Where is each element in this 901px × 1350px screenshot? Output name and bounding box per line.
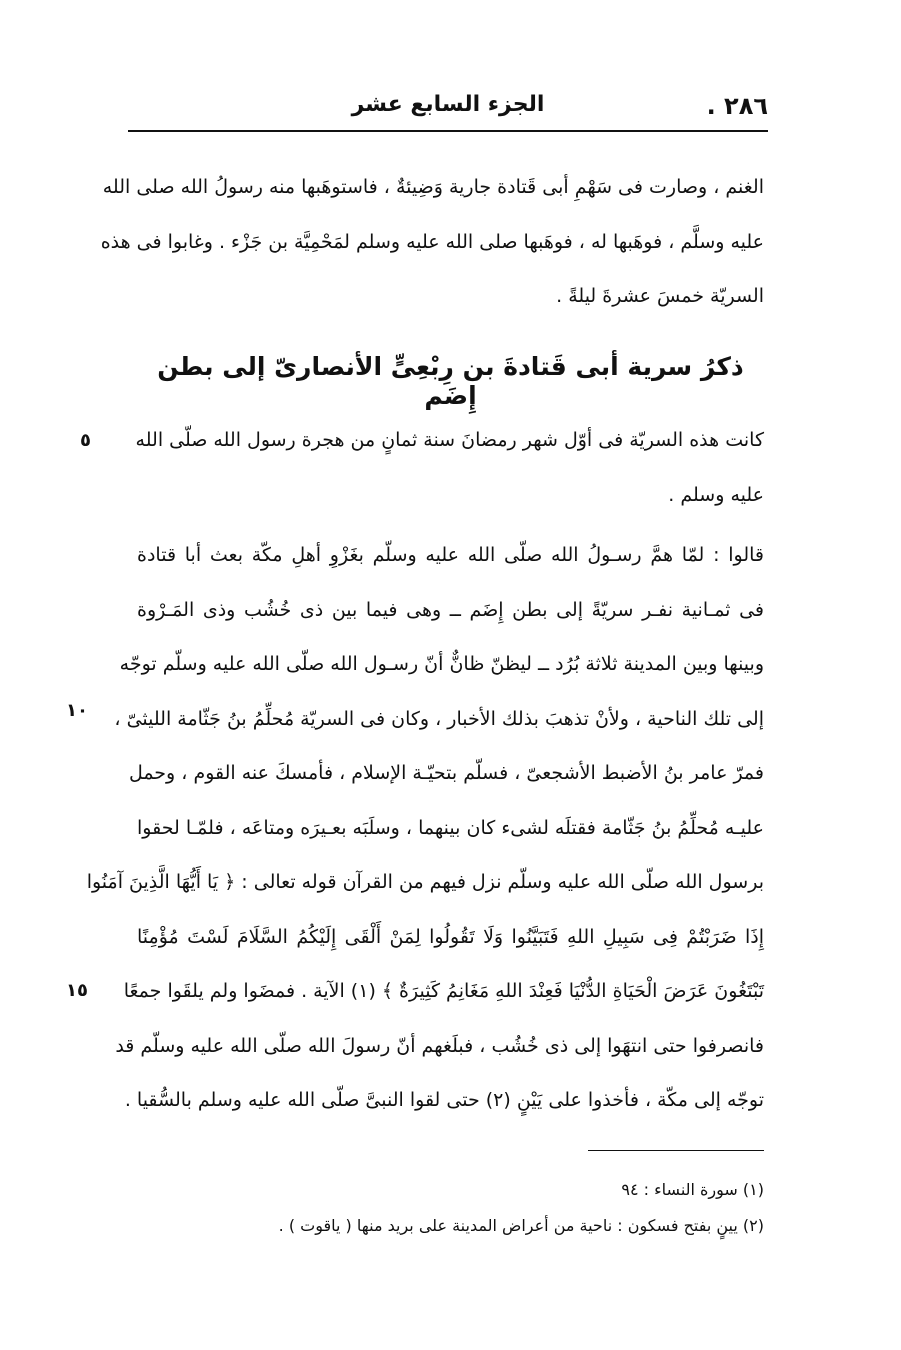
running-title: الجزء السابع عشر [351,92,545,117]
footnotes [137,1172,764,1244]
text-line: تَبْتَغُونَ عَرَضَ الْحَيَاةِ الدُّنْيَا فَعِنْدَ اللهِ مَغَانِمُ كَثِيرَةٌ ﴾ (١) الآية . فمضَوا ولم يلقَوا جمعًا [123,980,764,1002]
text-line: كانت هذه السريّة فى أوّل شهر رمضانَ سنة ثمانٍ من هجرة رسول الله صلّى الله [135,429,764,451]
paragraph-intro [137,413,764,522]
text-line: فى ثمـانية نفـر سريّةً إلى بطن إِضَم ــ وهى فيما بين ذى خُشُب وذى المَـرْوة [137,598,764,621]
footnote-1: (١) سورة النساء : ٩٤ [621,1180,764,1199]
text-line: السريّة خمسَ عشرةَ ليلةً . [556,285,764,307]
text-line: قالوا : لمّا همَّ رسـولُ الله صلّى الله عليه وسلّم بغَزْوِ أهلِ مكّة بعث أبا قتادة [137,544,764,566]
page-number: ٢٨٦ . [706,92,768,120]
paragraph-continuation [100,160,764,324]
text-line: برسول الله صلّى الله عليه وسلّم نزل فيهم من القرآن قوله تعالى : ﴿ يَا أَيُّهَا الَّذِينَ آمَنُوا [86,871,764,893]
text-line: فانصرفوا حتى انتهَوا إلى ذى خُشُب ، فبلَغهم أنّ رسولَ الله صلّى الله عليه وسلّم قد [115,1034,764,1057]
section-heading: ذكرُ سرية أبى قَتادةَ بن رِبْعِىٍّ الأنصارىّ إلى بطن إِضَم [157,352,744,410]
line-number-10: ١٠ [66,700,88,721]
line-number-5: ٥ [80,430,91,451]
text-line: الغنم ، وصارت فى سَهْمِ أبى قَتادة جارية وَضِيئةٌ ، فاستوهَبها منه رسولُ الله صلى الله [102,176,764,198]
text-line: عليـه مُحلِّمُ بنُ جَثّامة فقتلَه لشىء كان بينهما ، وسلَبَه بعـيرَه ومتاعَه ، فلمّـا لحقوا [137,816,764,839]
header-rule [128,130,768,132]
page-header [128,92,768,126]
text-line: توجّه إلى مكّة ، فأخذوا على يَيْنٍ (٢) حتى لقوا النبىَّ صلّى الله عليه وسلم بالسُّقيا . [124,1089,764,1111]
line-number-15: ١٥ [66,980,88,1001]
text-line: وبينها وبين المدينة ثلاثة بُرُد ــ ليظنّ ظانٌّ أنّ رسـول الله صلّى الله عليه وسلّم توجّه [119,653,764,675]
text-line: إِذَا ضَرَبْتُمْ فِى سَبِيلِ اللهِ فَتَبَيَّنُوا وَلَا تَقُولُوا لِمَنْ أَلْقَى إِلَيْكُمُ السَّلَامَ لَسْتَ مُؤْمِنًا [137,925,764,948]
text-line: إلى تلك الناحية ، ولأنْ تذهبَ بذلك الأخبار ، وكان فى السريّة مُحلِّمُ بنُ جَثّامة الليثىّ ، [114,707,764,730]
text-line: فمرّ عامر بنُ الأضبط الأشجعىّ ، فسلّم بتحيّـة الإسلام ، فأمسكَ عنه القوم ، وحمل [128,762,764,784]
paragraph-narrative [86,528,764,1128]
text-line: عليه وسلَّم ، فوهَبها له ، فوهَبها صلى الله عليه وسلم لمَحْمِيَّة بن جَزْء . وغابوا فى هذه [100,230,764,253]
footnote-2: (٢) يينٍ بفتح فسكون : ناحية من أعراض المدينة على بريد منها ( ياقوت ) . [278,1216,764,1235]
text-line: عليه وسلم . [668,483,764,506]
footnote-rule [588,1150,764,1151]
